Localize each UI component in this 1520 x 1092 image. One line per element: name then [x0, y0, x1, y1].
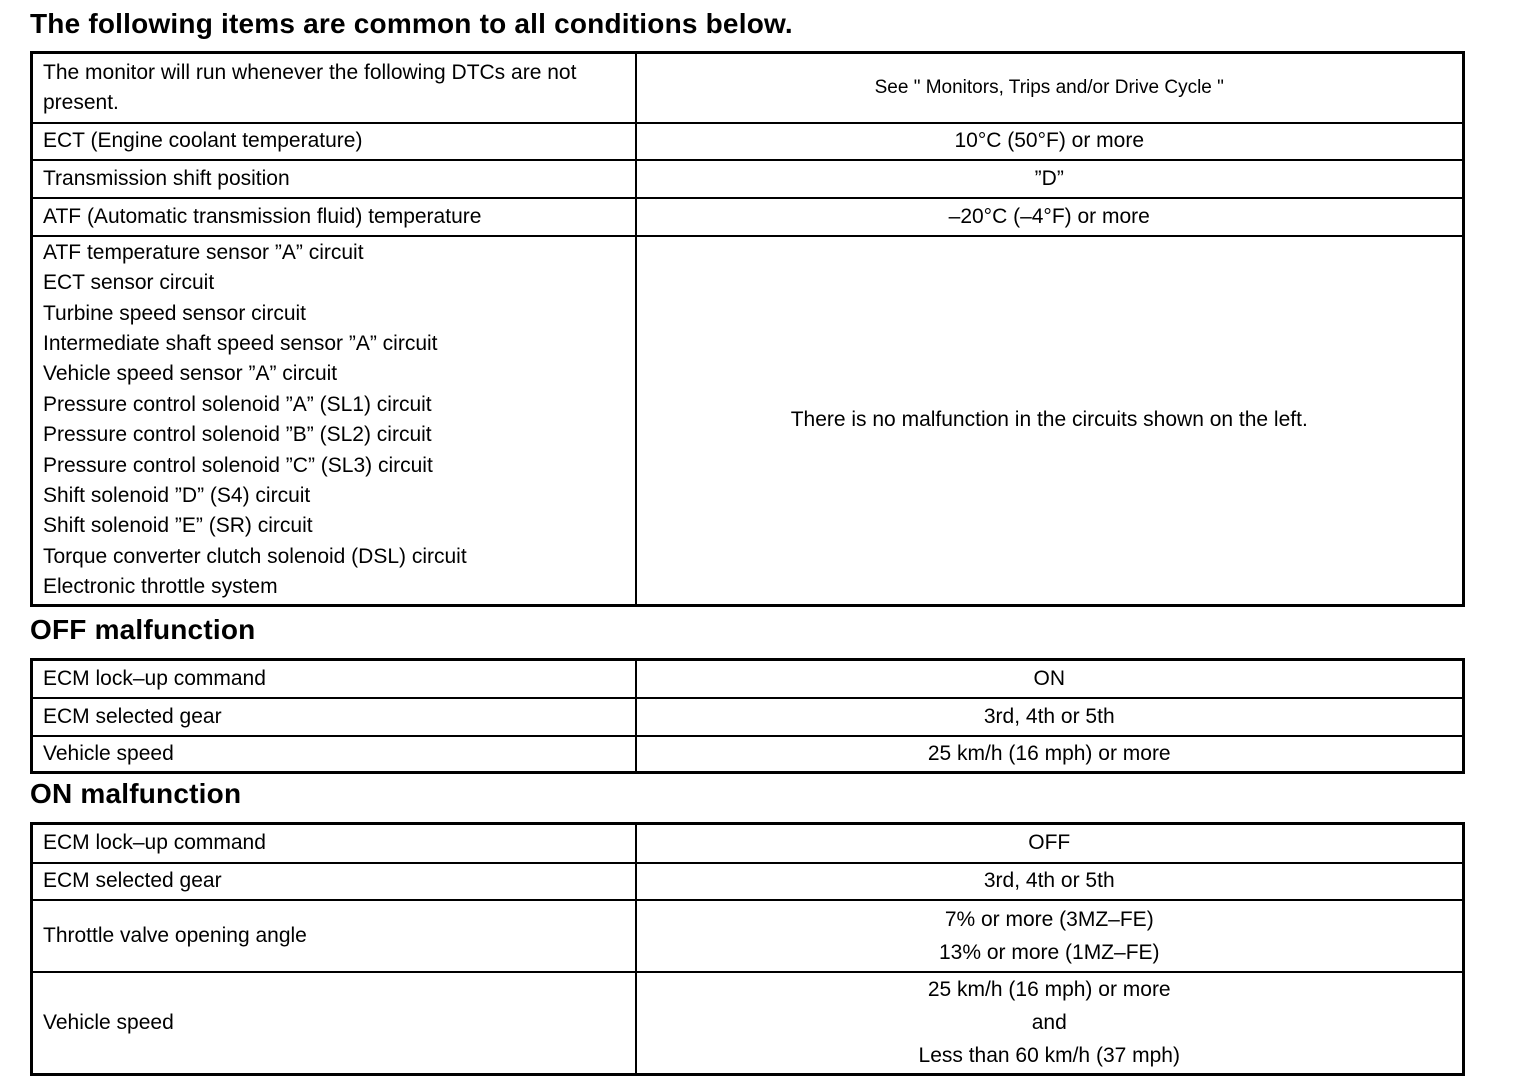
condition-value: 10°C (50°F) or more — [636, 123, 1464, 160]
condition-item: ATF (Automatic transmission fluid) temperature — [32, 198, 636, 236]
on-malfunction-heading: ON malfunction — [30, 778, 242, 809]
circuit-item: Turbine speed sensor circuit — [43, 301, 307, 325]
circuit-item: Pressure control solenoid ”B” (SL2) circuit — [43, 423, 432, 447]
condition-value: 3rd, 4th or 5th — [636, 863, 1464, 900]
condition-item: ECM lock–up command — [32, 824, 636, 863]
value-line: 7% or more (3MZ–FE) — [944, 907, 1154, 931]
table-row — [32, 53, 1464, 123]
table-row — [32, 824, 1464, 863]
table-row — [32, 198, 1464, 236]
condition-item: Vehicle speed — [32, 736, 636, 773]
off-malfunction-heading: OFF malfunction — [30, 614, 256, 645]
condition-value: 3rd, 4th or 5th — [636, 698, 1464, 736]
condition-value — [636, 972, 1464, 1075]
condition-value: ON — [636, 660, 1464, 698]
condition-value: OFF — [636, 824, 1464, 863]
common-conditions-heading: The following items are common to all conditions below. — [30, 8, 793, 39]
condition-item: ECM selected gear — [32, 698, 636, 736]
circuit-item: Torque converter clutch solenoid (DSL) circuit — [43, 544, 467, 568]
circuit-item: Pressure control solenoid ”A” (SL1) circuit — [43, 392, 432, 416]
circuits-value: There is no malfunction in the circuits shown on the left. — [636, 236, 1464, 606]
circuit-item: ATF temperature sensor ”A” circuit — [43, 240, 364, 264]
table-row — [32, 123, 1464, 160]
table-row — [32, 900, 1464, 972]
circuit-item: Shift solenoid ”E” (SR) circuit — [43, 514, 313, 538]
circuit-item: Shift solenoid ”D” (S4) circuit — [43, 484, 311, 508]
circuit-item: ECT sensor circuit — [43, 271, 215, 295]
table-row — [32, 863, 1464, 900]
condition-value: ”D” — [636, 160, 1464, 198]
table-row — [32, 972, 1464, 1075]
condition-item: Transmission shift position — [32, 160, 636, 198]
common-conditions-table — [30, 51, 1465, 607]
value-line: 25 km/h (16 mph) or more — [927, 978, 1171, 1002]
table-row — [32, 698, 1464, 736]
circuit-item: Intermediate shaft speed sensor ”A” circuit — [43, 332, 438, 356]
condition-item: ECM lock–up command — [32, 660, 636, 698]
condition-item: ECT (Engine coolant temperature) — [32, 123, 636, 160]
condition-item: Vehicle speed — [32, 972, 636, 1075]
table-row — [32, 736, 1464, 773]
circuit-item: Electronic throttle system — [43, 575, 278, 599]
condition-item: Throttle valve opening angle — [32, 900, 636, 972]
condition-item: ECM selected gear — [32, 863, 636, 900]
value-line: 13% or more (1MZ–FE) — [938, 940, 1160, 964]
value-line: Less than 60 km/h (37 mph) — [918, 1044, 1180, 1068]
table-row — [32, 236, 1464, 606]
condition-value — [636, 900, 1464, 972]
condition-value: –20°C (–4°F) or more — [636, 198, 1464, 236]
condition-item: The monitor will run whenever the following DTCs are not present. — [32, 53, 636, 123]
condition-value: 25 km/h (16 mph) or more — [636, 736, 1464, 773]
circuit-item: Pressure control solenoid ”C” (SL3) circuit — [43, 453, 433, 477]
off-malfunction-table — [30, 658, 1465, 774]
on-malfunction-table — [30, 822, 1465, 1076]
table-row — [32, 160, 1464, 198]
circuit-item: Vehicle speed sensor ”A” circuit — [43, 362, 338, 386]
value-line: and — [1031, 1011, 1067, 1035]
circuit-list — [32, 236, 636, 606]
condition-value: See " Monitors, Trips and/or Drive Cycle " — [636, 53, 1464, 123]
table-row — [32, 660, 1464, 698]
